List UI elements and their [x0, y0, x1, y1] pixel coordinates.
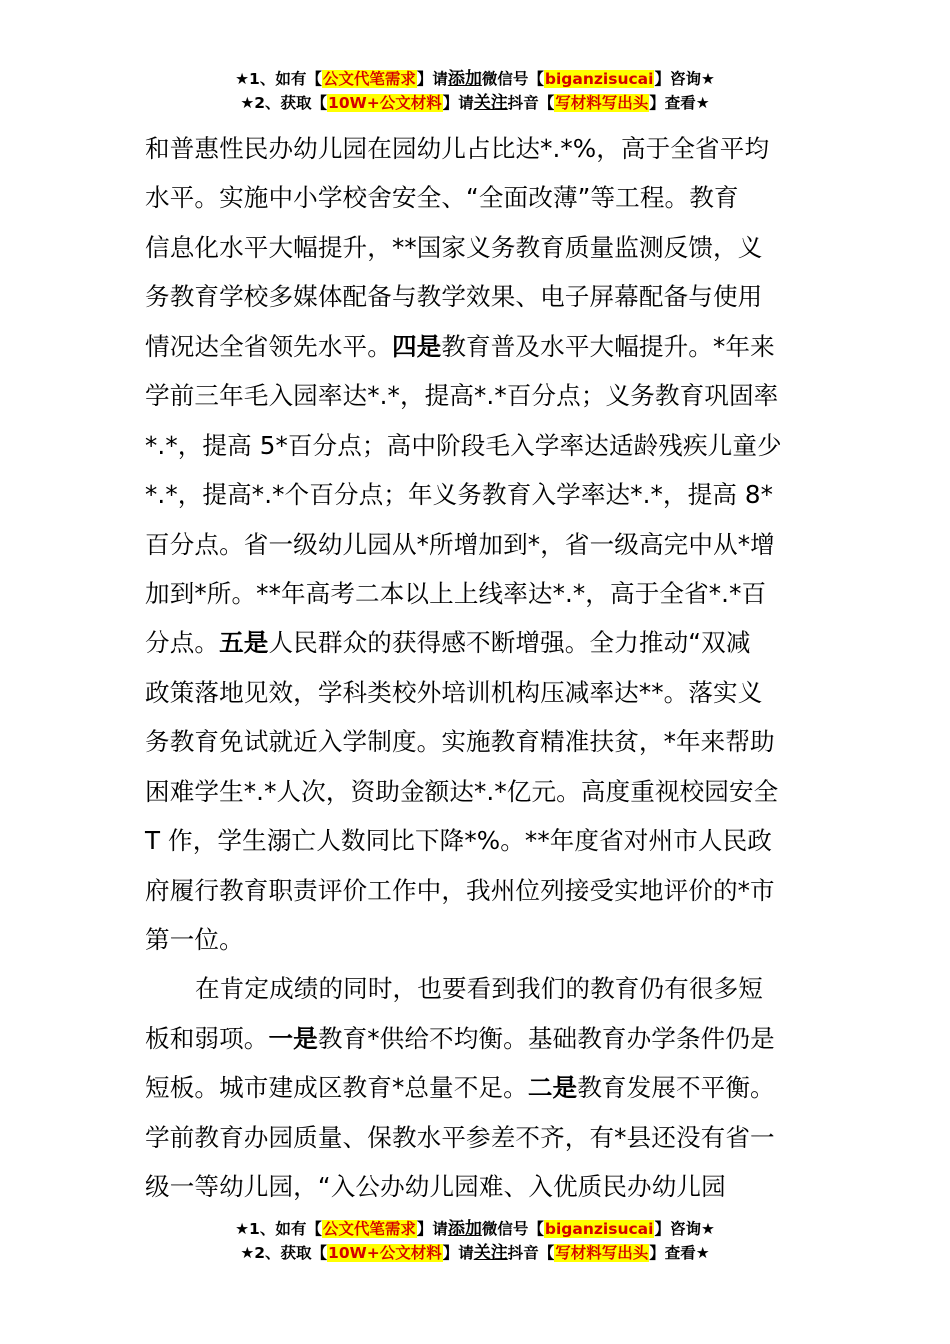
banner-line-1	[0, 1218, 950, 1242]
banner-text: 】查看★	[649, 1244, 710, 1262]
body-line	[145, 1063, 805, 1112]
banner-text: 1、如有【	[249, 70, 322, 88]
banner-highlight: 10W+公文材料	[328, 94, 442, 112]
banner-highlight: 写材料写出头	[555, 1244, 649, 1262]
body-line: T 作，学生溺亡人数同比下降*%。**年度省对州市人民政	[145, 826, 772, 856]
body-line: 务教育免试就近入学制度。实施教育精准扶贫，*年来帮助	[145, 727, 775, 757]
body-line: 学前教育办园质量、保教水平参差不齐，有*县还没有省一	[145, 1122, 775, 1152]
banner-highlight: 公文代笔需求	[322, 1220, 416, 1238]
banner-text: 抖音【	[507, 94, 555, 112]
body-line: 水平。实施中小学校舍安全、“全面改薄”等工程。教育	[145, 183, 739, 213]
body-text: 教育普及水平大幅提升。*年来	[441, 331, 775, 361]
body-text: 人民群众的获得感不断增强。全力推动“双减	[268, 628, 751, 658]
body-line: 第一位。	[145, 925, 244, 954]
header-banner	[0, 68, 950, 116]
body-line: 务教育学校多媒体配备与教学效果、电子屏幕配备与使用	[145, 282, 763, 312]
star-icon: ★	[240, 1244, 255, 1262]
banner-text: 微信号【	[481, 70, 544, 88]
body-line: 百分点。省一级幼儿园从*所增加到*，省一级高完中从*增	[145, 529, 775, 559]
star-icon: ★	[235, 70, 250, 88]
banner-underline: 关注	[473, 93, 508, 113]
body-text: 教育发展不平衡。	[577, 1073, 775, 1103]
body-text: 情况达全省领先水平。	[145, 331, 392, 361]
banner-line-2	[0, 1242, 950, 1266]
star-icon: ★	[235, 1220, 250, 1238]
body-line: 信息化水平大幅提升，**国家义务教育质量监测反馈，义	[145, 232, 763, 262]
banner-line-1	[0, 68, 950, 92]
banner-text: 微信号【	[481, 1220, 544, 1238]
star-icon: ★	[240, 94, 255, 112]
banner-text: 】请	[442, 94, 474, 112]
body-line	[145, 618, 805, 667]
banner-highlight: 10W+公文材料	[328, 1244, 442, 1262]
body-line	[145, 1014, 805, 1063]
body-line: 困难学生*.*人次，资助金额达*.*亿元。高度重视校园安全	[145, 776, 779, 806]
bold-marker: 五是	[219, 628, 269, 658]
body-line: 府履行教育职责评价工作中，我州位列接受实地评价的*市	[145, 875, 775, 905]
banner-text: 】请	[416, 70, 448, 88]
banner-underline: 添加	[447, 1219, 482, 1239]
banner-text: 】请	[416, 1220, 448, 1238]
banner-highlight: 写材料写出头	[555, 94, 649, 112]
bold-marker: 一是	[268, 1023, 318, 1053]
body-line: *.*，提高 5*百分点；高中阶段毛入学率达适龄残疾儿童少	[145, 430, 782, 460]
banner-text: 】请	[442, 1244, 474, 1262]
document-body	[145, 124, 805, 1212]
banner-text: 抖音【	[507, 1244, 555, 1262]
banner-highlight: 公文代笔需求	[322, 70, 416, 88]
banner-text: 2、获取【	[254, 94, 328, 112]
body-text: 分点。	[145, 628, 220, 658]
banner-highlight: biganzisucai	[544, 70, 654, 88]
body-line: 和普惠性民办幼儿园在园幼儿占比达*.*%，高于全省平均	[145, 134, 770, 163]
banner-line-2	[0, 92, 950, 116]
body-text: 短板。城市建成区教育*总量不足。	[145, 1073, 528, 1103]
banner-text: 】咨询★	[654, 1220, 715, 1238]
body-text: 板和弱项。	[145, 1023, 269, 1053]
banner-text: 2、获取【	[254, 1244, 328, 1262]
body-line: 级一等幼儿园，“入公办幼儿园难、入优质民办幼儿园	[145, 1172, 726, 1202]
body-line: 政策落地见效，学科类校外培训机构压减率达**。落实义	[145, 677, 763, 707]
banner-text: 】查看★	[649, 94, 710, 112]
banner-text: 】咨询★	[654, 70, 715, 88]
banner-underline: 添加	[447, 69, 482, 89]
body-line	[145, 322, 805, 371]
footer-banner	[0, 1218, 950, 1266]
banner-text: 1、如有【	[249, 1220, 322, 1238]
body-line: *.*，提高*.*个百分点；年义务教育入学率达*.*，提高 8*	[145, 480, 774, 510]
banner-highlight: biganzisucai	[544, 1220, 654, 1238]
body-line: 加到*所。**年高考二本以上上线率达*.*，高于全省*.*百	[145, 578, 767, 608]
bold-marker: 二是	[527, 1073, 578, 1103]
body-line: 学前三年毛入园率达*.*，提高*.*百分点；义务教育巩固率	[145, 381, 779, 411]
banner-underline: 关注	[473, 1243, 508, 1263]
bold-marker: 四是	[391, 331, 442, 361]
body-text: 教育*供给不均衡。基础教育办学条件仍是	[317, 1023, 775, 1053]
paragraph-start-line: 在肯定成绩的同时，也要看到我们的教育仍有很多短	[195, 974, 763, 1004]
